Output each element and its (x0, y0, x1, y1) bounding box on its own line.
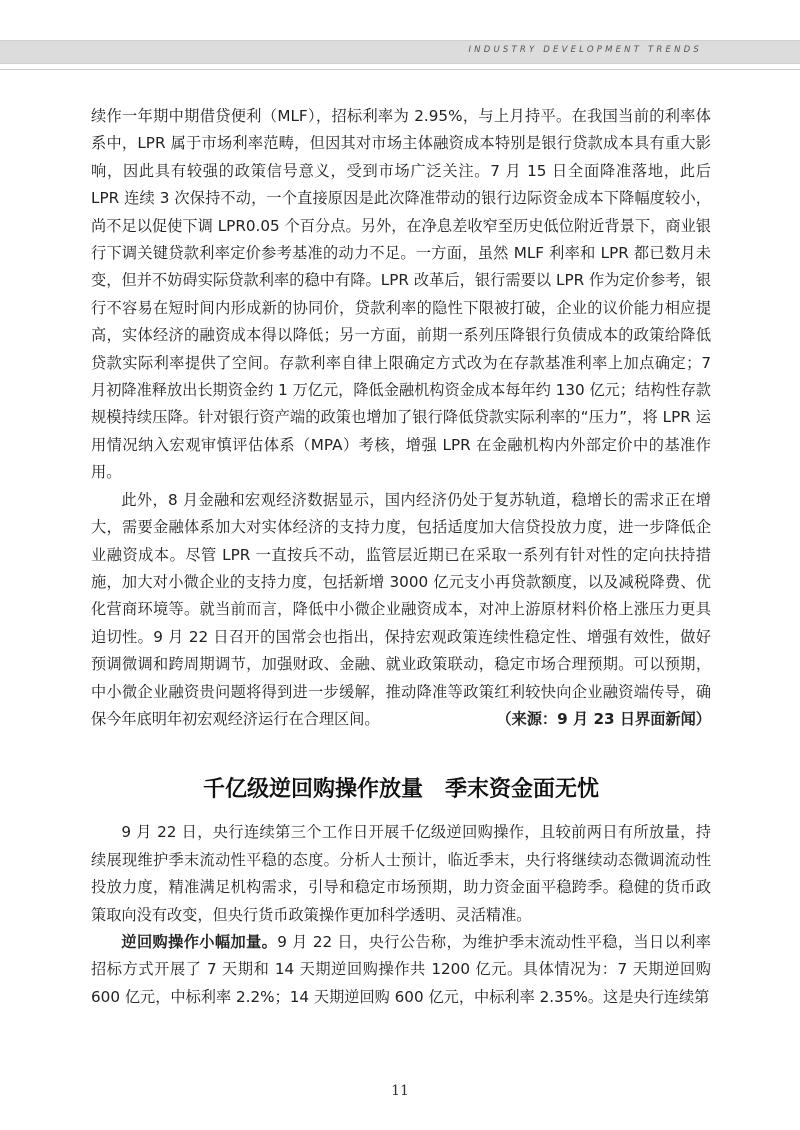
article2-paragraph-2 (91, 929, 711, 1011)
article1-paragraph-1: 续作一年期中期借贷便利（MLF），招标利率为 2.95%，与上月持平。在我国当前的利率体系中，LPR 属于市场利率范畴，但因其对市场主体融资成本特别是银行贷款成本具有重大影响，因此具有较强的政策信号意义，受到市场广泛关注。7 月 15 日全面降准落地，此后 LPR 连续 3 次保持不动，一个直接原因是此次降准带动的银行边际资金成本下降幅度较小，尚不足以促使下调 LPR0.05 个百分点。另外，在净息差收窄至历史低位附近背景下，商业银行下调关键贷款利率定价参考基准的动力不足。一方面，虽然 MLF 利率和 LPR 都已数月未变，但并不妨碍实际贷款利率的稳中有降。LPR 改革后，银行需要以 LPR 作为定价参考，银行不容易在短时间内形成新的协同价，贷款利率的隐性下限被打破，企业的议价能力相应提高，实体经济的融资成本得以降低；另一方面，前期一系列压降银行负债成本的政策给降低贷款实际利率提供了空间。存款利率自律上限确定方式改为在存款基准利率上加点确定；7 月初降准释放出长期资金约 1 万亿元，降低金融机构资金成本每年约 130 亿元；结构性存款规模持续压降。针对银行资产端的政策也增加了银行降低贷款实际利率的“压力”，将 LPR 运用情况纳入宏观审慎评估体系（MPA）考核，增强 LPR 在金融机构内外部定价中的基准作用。 (91, 107, 711, 482)
article2-paragraph-2-lead: 逆回购操作小幅加量。 (121, 932, 278, 951)
page-number: 11 (391, 1083, 409, 1099)
article1-source: （来源：9 月 23 日界面新闻） (496, 709, 711, 728)
article1-paragraph-2 (91, 487, 711, 734)
header-title: INDUSTRY DEVELOPMENT TRENDS (468, 45, 702, 55)
header-band (0, 40, 800, 64)
article1-paragraph-2-text: 此外，8 月金融和宏观经济数据显示，国内经济仍处于复苏轨道，稳增长的需求正在增大，需要金融体系加大对实体经济的支持力度，包括适度加大信贷投放力度，进一步降低企业融资成本。尽管 LPR 一直按兵不动，监管层近期已在采取一系列有针对性的定向扶持措施，加大对小微企业的支持力度，包括新增 3000 亿元支小再贷款额度，以及减税降费、优化营商环境等。就当前而言，降低中小微企业融资成本，对冲上游原材料价格上涨压力更具迫切性。9 月 22 日召开的国常会也指出，保持宏观政策连续性稳定性、增强有效性，做好预调微调和跨周期调节，加强财政、金融、就业政策联动，稳定市场合理预期。可以预期，中小微企业融资贵问题将得到进一步缓解，推动降准等政策红利较快向企业融资端传导，确保今年底明年初宏观经济运行在合理区间。 (91, 490, 711, 728)
article2-paragraph-1: 9 月 22 日，央行连续第三个工作日开展千亿级逆回购操作，且较前两日有所放量，持续展现维护季末流动性平稳的态度。分析人士预计，临近季末，央行将继续动态微调流动性投放力度，精准满足机构需求，引导和稳定市场预期，助力资金面平稳跨季。稳健的货币政策取向没有改变，但央行货币政策操作更加科学透明、灵活精准。 (91, 823, 711, 924)
header-divider (0, 69, 800, 70)
article2-title: 千亿级逆回购操作放量 季末资金面无忧 (202, 777, 599, 803)
article-body (91, 103, 711, 1011)
article2-paragraph-2-text: 9 月 22 日，央行公告称，为维护季末流动性平稳，当日以利率招标方式开展了 7 天期和 14 天期逆回购操作共 1200 亿元。具体情况为：7 天期逆回购 600 亿元，中标利率 2.2%；14 天期逆回购 600 亿元，中标利率 2.35%。这是央行连续第 (91, 932, 711, 1006)
